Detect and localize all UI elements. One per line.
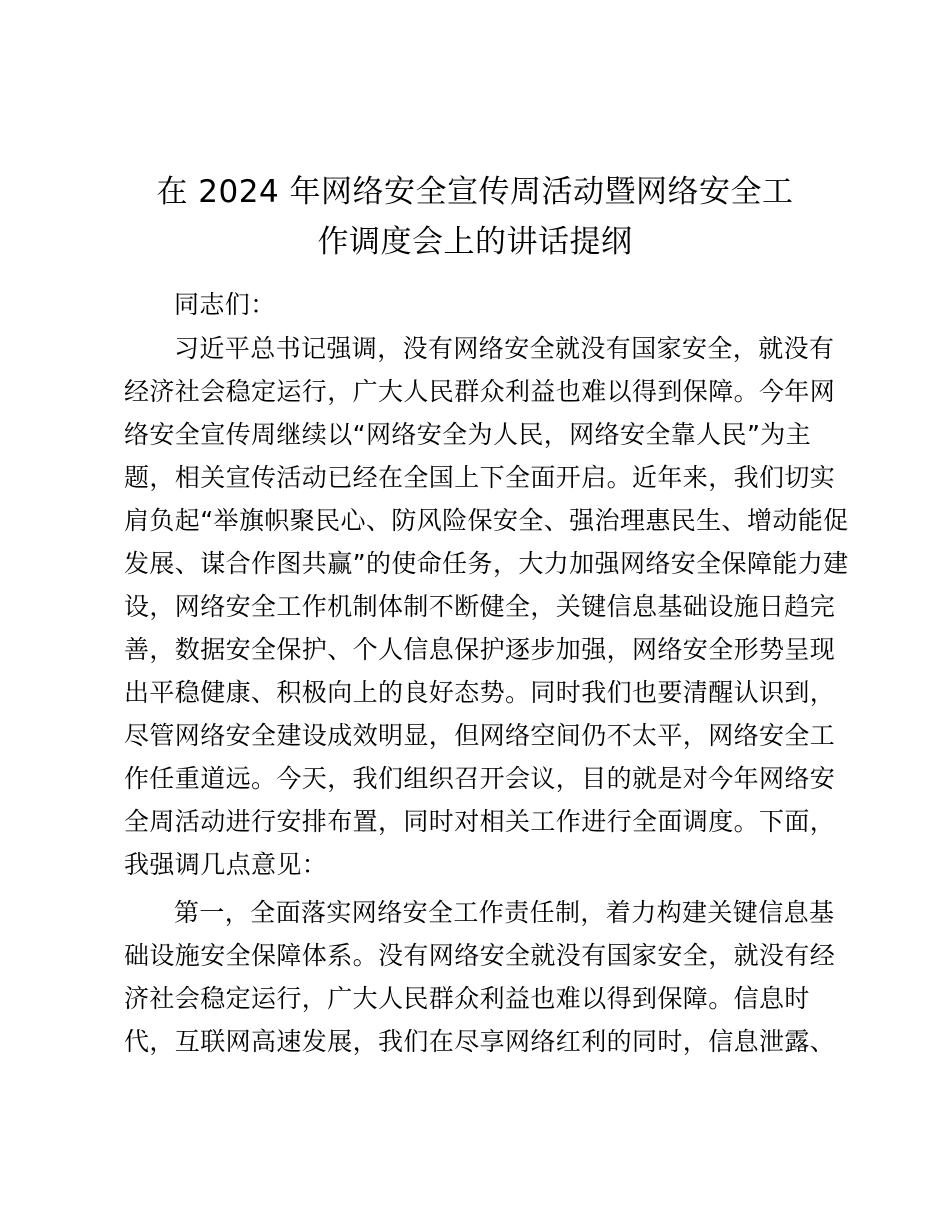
paragraph-1-line: 出平稳健康、积极向上的良好态势。同时我们也要清醒认识到， [124, 678, 836, 707]
paragraph-1-line: 善，数据安全保护、个人信息保护逐步加强，网络安全形势呈现 [124, 635, 836, 664]
paragraph-2-line: 济社会稳定运行，广大人民群众利益也难以得到保障。信息时 [124, 984, 810, 1013]
paragraph-1-line: 我强调几点意见： [124, 850, 328, 879]
document-title-line-2: 作调度会上的讲话提纲 [317, 224, 633, 260]
salutation: 同志们： [174, 290, 276, 319]
paragraph-1-line: 题，相关宣传活动已经在全国上下全面开启。近年来，我们切实 [124, 463, 836, 492]
paragraph-2-line: 代，互联网高速发展，我们在尽享网络红利的同时，信息泄露、 [124, 1027, 836, 1056]
paragraph-1-line: 作任重道远。今天，我们组织召开会议，目的就是对今年网络安 [124, 764, 836, 793]
paragraph-1-line: 络安全宣传周继续以“网络安全为人民，网络安全靠人民”为主 [124, 420, 812, 449]
paragraph-1-line: 设，网络安全工作机制体制不断健全，关键信息基础设施日趋完 [124, 592, 836, 621]
paragraph-1-line: 肩负起“举旗帜聚民心、防风险保安全、强治理惠民生、增动能促 [124, 506, 849, 535]
paragraph-1-line: 全周活动进行安排布置，同时对相关工作进行全面调度。下面， [124, 807, 836, 836]
paragraph-1-line: 经济社会稳定运行，广大人民群众利益也难以得到保障。今年网 [124, 377, 836, 406]
paragraph-1-line: 发展、谋合作图共赢”的使命任务，大力加强网络安全保障能力建 [124, 549, 849, 578]
paragraph-2-line: 础设施安全保障体系。没有网络安全就没有国家安全，就没有经 [124, 941, 836, 970]
document-title-line-1: 在 2024 年网络安全宣传周活动暨网络安全工 [156, 174, 794, 210]
paragraph-2-line: 第一，全面落实网络安全工作责任制，着力构建关键信息基 [174, 898, 835, 927]
paragraph-1-line: 尽管网络安全建设成效明显，但网络空间仍不太平，网络安全工 [124, 721, 836, 750]
paragraph-1-line: 习近平总书记强调，没有网络安全就没有国家安全，就没有 [174, 334, 835, 363]
